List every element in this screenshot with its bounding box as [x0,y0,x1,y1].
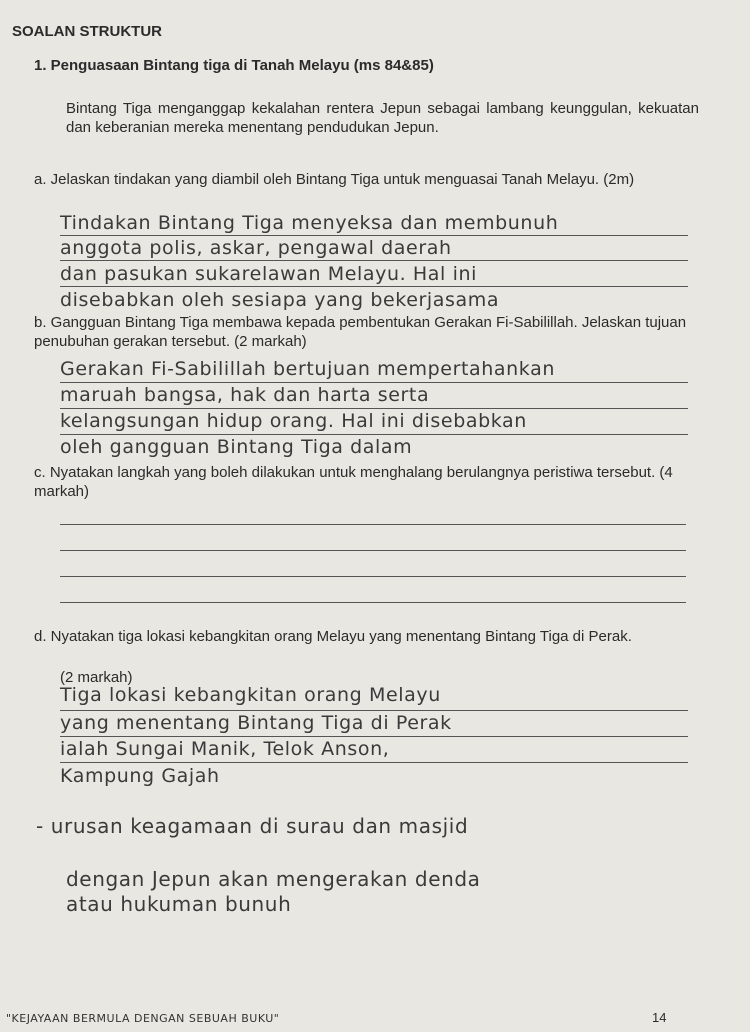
answer-line: kelangsungan hidup orang. Hal ini disebabkan [60,410,527,432]
question-heading: 1. Penguasaan Bintang tiga di Tanah Melayu (ms 84&85) [34,57,434,74]
answer-line: anggota polis, askar, pengawal daerah [60,237,452,259]
answer-rule [60,762,688,763]
answer-rule [60,260,688,261]
part-c-question: c. Nyatakan langkah yang boleh dilakukan untuk menghalang berulangnya peristiwa tersebut. (4 markah) [34,464,673,500]
answer-line: oleh gangguan Bintang Tiga dalam [60,436,413,458]
answer-line: Gerakan Fi-Sabilillah bertujuan mempertahankan [60,358,555,380]
answer-rule [60,524,686,525]
note-line: - urusan keagamaan di surau dan masjid [36,814,469,838]
page-number: 14 [652,1010,667,1025]
part-d-question: d. Nyatakan tiga lokasi kebangkitan orang Melayu yang menentang Bintang Tiga di Perak. [34,628,632,645]
answer-rule [60,382,688,383]
answer-rule [60,408,688,409]
answer-line: maruah bangsa, hak dan harta serta [60,384,430,406]
part-b-question: b. Gangguan Bintang Tiga membawa kepada pembentukan Gerakan Fi-Sabilillah. Jelaskan tujuan penubuhan gerakan tersebut. (2 markah) [34,314,687,350]
answer-rule [60,602,686,603]
answer-rule [60,736,688,737]
note-line: dengan Jepun akan mengerakan denda [66,867,481,891]
answer-line: yang menentang Bintang Tiga di Perak [60,712,452,734]
footer-motto: "KEJAYAAN BERMULA DENGAN SEBUAH BUKU" [6,1012,280,1025]
part-a-question: a. Jelaskan tindakan yang diambil oleh Bintang Tiga untuk menguasai Tanah Melayu. (2m) [34,171,635,188]
answer-rule [60,235,688,236]
answer-rule [60,550,686,551]
answer-line: Kampung Gajah [60,765,220,787]
answer-rule [60,434,688,435]
answer-rule [60,576,686,577]
answer-line: dan pasukan sukarelawan Melayu. Hal ini [60,263,477,285]
answer-line: ialah Sungai Manik, Telok Anson, [60,738,390,760]
part-d-marks: (2 markah) [60,669,133,686]
note-line: atau hukuman bunuh [66,892,292,916]
answer-rule [60,286,688,287]
answer-line: Tindakan Bintang Tiga menyeksa dan membunuh [60,212,559,234]
question-intro: Bintang Tiga menganggap kekalahan rentera Jepun sebagai lambang keunggulan, kekuatan dan keberanian mereka menentang pendudukan Jepun. [66,100,699,136]
answer-rule [60,710,688,711]
answer-line: disebabkan oleh sesiapa yang bekerjasama [60,289,500,311]
section-title: SOALAN STRUKTUR [12,23,162,40]
answer-line: Tiga lokasi kebangkitan orang Melayu [60,684,441,706]
